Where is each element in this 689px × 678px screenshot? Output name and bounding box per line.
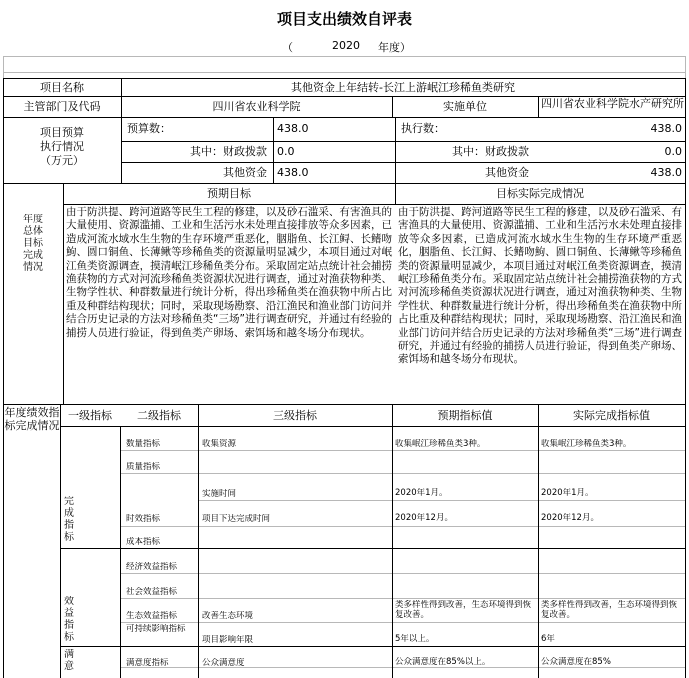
- row-timeliness-l3b: 项目下达完成时间: [202, 514, 271, 524]
- year-suffix: 年度）: [378, 41, 411, 54]
- row-timeliness-expected-b: 2020年12月。: [395, 513, 453, 523]
- row-quantity-l2: 数量指标: [126, 439, 161, 449]
- row-sustainable-actual: 6年: [541, 634, 555, 644]
- goals-side-label: 年度总体目标完成情况: [23, 214, 43, 273]
- fiscal-exec-value: 0.0: [664, 145, 682, 158]
- grid-line: [3, 117, 686, 118]
- grid-line: [685, 78, 686, 678]
- row-economic-l2: 经济效益指标: [126, 562, 178, 572]
- exec-amount-label: 执行数：: [401, 122, 445, 135]
- year-value: 2020: [332, 39, 360, 52]
- row-quality-l2: 质量指标: [126, 462, 161, 472]
- grid-line: [538, 404, 539, 678]
- header-level3: 三级指标: [273, 409, 317, 422]
- row-quantity-actual: 收集岷江珍稀鱼类3种。: [541, 439, 632, 449]
- header-actual: 实际完成指标值: [573, 409, 650, 422]
- grid-line: [3, 72, 686, 73]
- group-satisfaction-label: 满意: [64, 649, 74, 672]
- header-level2: 二级指标: [137, 409, 181, 422]
- grid-line: [120, 622, 686, 623]
- page-title: 项目支出绩效自评表: [276, 10, 412, 28]
- grid-line: [198, 404, 199, 678]
- row-sustainable-l2: 可持续影响指标: [126, 624, 186, 634]
- dept-value: 四川省农业科学院: [212, 100, 301, 113]
- header-expected: 预期指标值: [437, 409, 493, 422]
- other-label-budget: 其他资金: [223, 166, 267, 179]
- planned-goal-text: 由于防洪提、跨河道路等民生工程的修建，以及砂石滥采、有害渔具的大量使用、资源滥捕、工业和生活污水未处理直接排放等众多因素，已造成河流水域水生生物的生存环境严重恶化，胭脂鱼、长江鲟、长鳍吻鮈、圆口铜鱼、长薄鳅等珍稀鱼类的资源量明显减少，本项目通过对岷江鱼类资源调查，摸清岷江珍稀鱼类分布。采取固定站点统计社会捕捞渔获物的方式对河流珍稀鱼类资源状况进行调查，通过对渔获物种类、生物学性状、种群数量进行统计分析，得出珍稀鱼类在渔获物中所占比重及种群结构现状；同时，采取现场勘察、沿江渔民和渔业部门访问并结合历史记录的方法对珍稀鱼类“三场”进行调查研究，并通过有经验的捕捞人员进行验证，得到鱼类产卵场、索饵场和越冬场分布现状。: [66, 206, 392, 339]
- grid-line: [120, 526, 686, 527]
- grid-line: [60, 426, 686, 427]
- impl-unit-label: 实施单位: [443, 100, 487, 113]
- row-satisfaction-actual: 公众满意度在85%: [541, 657, 611, 667]
- grid-line: [538, 96, 539, 117]
- project-name-label: 项目名称: [40, 81, 84, 94]
- budget-label: [3, 126, 121, 176]
- fiscal-label-exec: 其中：财政拨款: [452, 145, 529, 158]
- grid-line: [685, 56, 686, 78]
- row-ecological-expected: 类多样性得到改善，生态环境得到恢复改善。: [395, 600, 532, 620]
- grid-line: [392, 404, 393, 678]
- grid-line: [3, 183, 686, 184]
- grid-line: [273, 117, 274, 183]
- grid-line: [60, 548, 686, 549]
- grid-line: [3, 78, 686, 79]
- other-exec-value: 438.0: [650, 166, 682, 179]
- grid-line: [60, 646, 686, 647]
- fiscal-label-budget: 其中：财政拨款: [190, 145, 267, 158]
- other-budget-value: 438.0: [277, 166, 309, 179]
- grid-line: [3, 404, 686, 405]
- row-sustainable-l3: 项目影响年限: [202, 635, 254, 645]
- actual-goal-text: 由于防洪提、跨河道路等民生工程的修建，以及砂石滥采、有害渔具的大量使用、资源滥捕、工业和生活污水未处理直接排放等众多因素，已造成河流水域水生生物的生存环境严重恶化，胭脂鱼、长江鲟、长鳍吻鮈、圆口铜鱼、长薄鳅等珍稀鱼类的资源量明显减少，本项目通过对岷江鱼类资源调查，摸清岷江珍稀鱼类分布。采取固定站点统计社会捕捞渔获物的方式对河流珍稀鱼类资源状况进行调查，通过对渔获物种类、生物学性状、种群数量进行统计分析，得出珍稀鱼类在渔获物中所占比重及种群结构现状；同时，采取现场勘察、沿江渔民和渔业部门访问并结合历史记录的方法对珍稀鱼类“三场”进行调查研究，并通过有经验的捕捞人员进行验证，得到鱼类产卵场、索饵场和越冬场分布现状。: [398, 206, 682, 366]
- group-benefit-label: 效益指标: [64, 596, 74, 643]
- row-timeliness-expected-a: 2020年1月。: [395, 488, 448, 498]
- project-name-value: 其他资金上年结转-长江上游岷江珍稀鱼类研究: [291, 81, 515, 94]
- actual-goal-header: 目标实际完成情况: [496, 187, 584, 200]
- budget-amount-value: 438.0: [277, 122, 309, 135]
- row-satisfaction-l2: 满意度指标: [126, 658, 169, 668]
- budget-label-line: （万元）: [40, 154, 84, 167]
- budget-label-line: 项目预算: [40, 126, 84, 139]
- year-row: [0, 36, 689, 56]
- other-label-exec: 其他资金: [485, 166, 529, 179]
- grid-line: [121, 141, 686, 142]
- impl-unit-value: 四川省农业科学院水产研究所: [541, 97, 684, 110]
- grid-line: [121, 162, 686, 163]
- grid-line: [120, 450, 686, 451]
- row-timeliness-l3a: 实施时间: [202, 489, 237, 499]
- grid-line: [198, 500, 686, 501]
- row-quantity-l3: 收集资源: [202, 439, 237, 449]
- row-timeliness-actual-b: 2020年12月。: [541, 513, 599, 523]
- row-timeliness-actual-a: 2020年1月。: [541, 488, 594, 498]
- grid-line: [120, 473, 686, 474]
- row-cost-l2: 成本指标: [126, 537, 161, 547]
- grid-line: [120, 426, 121, 678]
- group-output-label: 完成指标: [64, 496, 74, 543]
- budget-amount-label: 预算数：: [127, 122, 171, 135]
- grid-line: [3, 56, 4, 78]
- fiscal-budget-value: 0.0: [277, 145, 295, 158]
- row-ecological-actual: 类多样性得到改善，生态环境得到恢复改善。: [541, 600, 678, 620]
- header-level1: 一级指标: [68, 409, 112, 422]
- grid-line: [120, 598, 686, 599]
- row-satisfaction-l3: 公众满意度: [202, 658, 245, 668]
- row-satisfaction-expected: 公众满意度在85%以上。: [395, 657, 491, 667]
- year-open-paren: （: [282, 41, 293, 54]
- indicator-side-label: 年度绩效指标完成情况: [4, 406, 60, 432]
- grid-line: [120, 573, 686, 574]
- row-ecological-l2: 生态效益指标: [126, 611, 178, 621]
- exec-amount-value: 438.0: [650, 122, 682, 135]
- row-timeliness-l2: 时效指标: [126, 514, 161, 524]
- row-ecological-l3: 改善生态环境: [202, 611, 254, 621]
- grid-line: [3, 56, 686, 57]
- budget-label-line: 执行情况: [40, 140, 84, 153]
- grid-line: [60, 404, 61, 678]
- dept-label: 主管部门及代码: [23, 100, 101, 113]
- row-social-l2: 社会效益指标: [126, 587, 178, 597]
- planned-goal-header: 预期目标: [207, 187, 251, 200]
- row-sustainable-expected: 5年以上。: [395, 634, 435, 644]
- row-quantity-expected: 收集岷江珍稀鱼类3种。: [395, 439, 486, 449]
